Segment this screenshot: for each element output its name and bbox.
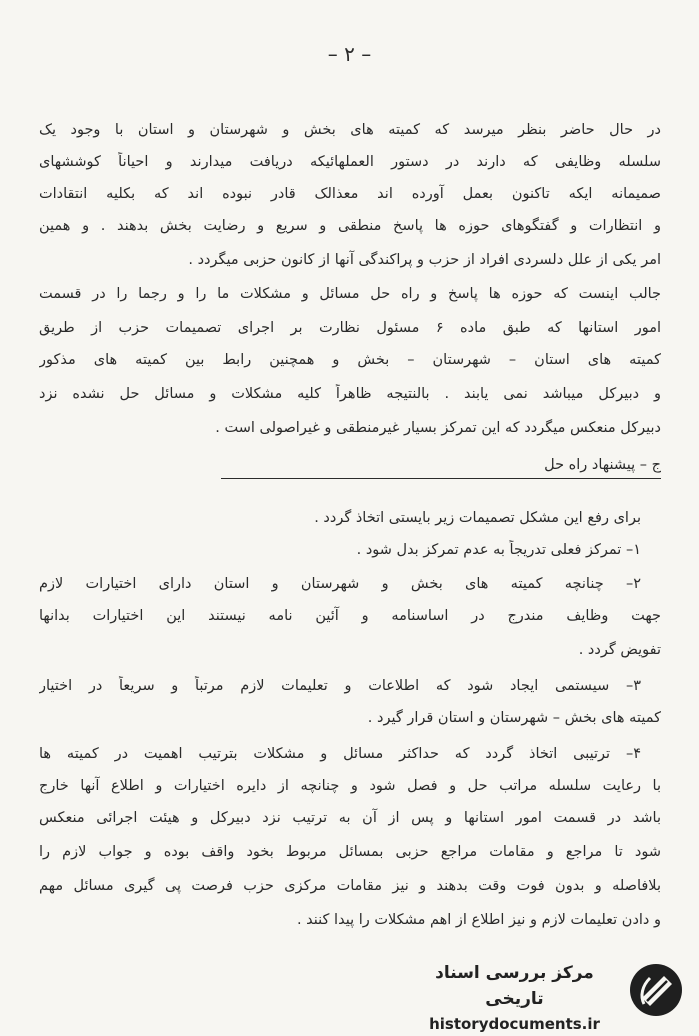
proposal-4-line-6: و دادن تعلیمات لازم و نیز اطلاع از اهم مشکلات را پیدا کنند . [296, 912, 661, 928]
proposal-4-line-3: باشد در قسمت امور استانها و پس از آن به ترتیب نزد دبیرکل و هیئت اجرائی منعکس [39, 810, 661, 826]
paragraph-2-line-5: دبیرکل منعکس میگردد که این تمرکز بسیار غیرمنطقی و غیراصولی است . [215, 420, 661, 436]
proposal-4-line-4: شود تا مراجع و مقامات مراجع حزبی بمسائل مربوط بخود واقف بوده و جواب لازم را [39, 844, 661, 860]
paragraph-2-line-3: کمیته های استان – شهرستان – بخش و همچنین رابط بین کمیته های مذکور [39, 352, 661, 368]
watermark-url: historydocuments.ir [429, 1015, 600, 1033]
paragraph-1-line-5: امر یکی از علل دلسردی افراد از حزب و پراکندگی آنها از کانون حزبی میگردد . [188, 252, 661, 268]
proposal-4-line-5: بلافاصله و بدون فوت وقت بدهند و نیز مقامات مرکزی حزب فرصت پی گیری مسائل مهم [39, 878, 661, 894]
page-number: – ۲ – [327, 42, 372, 66]
watermark [400, 958, 692, 1033]
proposal-3-line-1: ۳– سیستمی ایجاد شود که اطلاعات و تعلیمات لازم مرتباً و سریعاً در اختیار [39, 678, 641, 694]
proposal-4-line-2: با رعایت سلسله مراتب حل و فصل شود و چنانچه از دایره اختیارات و اطلاع آنها خارج [39, 778, 661, 794]
proposal-2-line-1: ۲– چنانچه کمیته های بخش و شهرستان و استان دارای اختیارات لازم [39, 576, 641, 592]
archive-logo-icon [628, 962, 684, 1018]
proposals-intro: برای رفع این مشکل تصمیمات زیر بایستی اتخاذ گردد . [314, 510, 641, 526]
section-heading: ج – پیشنهاد راه حل [221, 454, 661, 479]
paragraph-1-line-2: سلسله وظایفی که دارند در دستور العملهائیکه دریافت میدارند و احیاناً کوششهای [39, 154, 661, 170]
proposal-3-line-2: کمیته های بخش – شهرستان و استان قرار گیرد . [367, 710, 661, 726]
proposal-2-line-3: تفویض گردد . [578, 642, 661, 658]
paragraph-2-line-4: و دبیرکل میباشد نمی یابند . بالنتیجه ظاهراً کلیه مشکلات و مسائل حل نشده نزد [39, 386, 661, 402]
paragraph-2-line-1: جالب اینست که حوزه ها پاسخ و راه حل مسائل و مشکلات ما را و رجما را در قسمت [39, 286, 661, 302]
paragraph-2-line-2: امور استانها که طبق ماده ۶ مسئول نظارت بر اجرای تصمیمات حزب از طریق [39, 320, 661, 336]
paragraph-1-line-4: و انتظارات و گفتگوهای حوزه ها پاسخ منطقی و سریع و رضایت بخش بدهند . و همین [39, 218, 661, 234]
proposal-4-line-1: ۴– ترتیبی اتخاذ گردد که حداکثر مسائل و مشکلات بترتیب اهمیت در کمیته ها [39, 746, 641, 762]
paragraph-1-line-1: در حال حاضر بنظر میرسد که کمیته های بخش و شهرستان و استان با وجود یک [39, 122, 661, 138]
proposal-1-line-1: ۱– تمرکز فعلی تدریجاً به عدم تمرکز بدل شود . [356, 542, 641, 558]
proposal-2-line-2: جهت وظایف مندرج در اساسنامه و آئین نامه نیستند این اختیارات بدانها [39, 608, 661, 624]
watermark-text [407, 960, 622, 1036]
paragraph-1-line-3: صمیمانه ایکه تاکنون بعمل آورده اند معذالک قادر نبوده اند که بکلیه انتقادات [39, 186, 661, 202]
watermark-name: مرکز بررسی اسناد تاریخی [435, 963, 594, 1009]
